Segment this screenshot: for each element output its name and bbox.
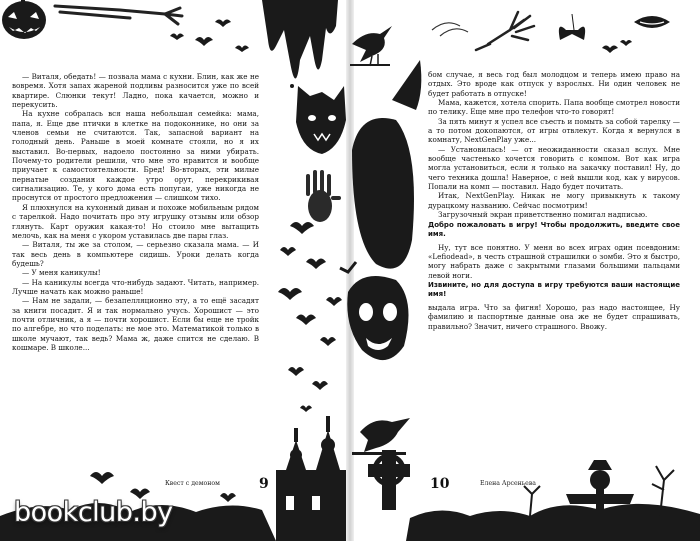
game-message-welcome: Добро пожаловать в игру! Чтобы продолжить, введите свое имя.: [428, 220, 680, 238]
left-paragraph-2: На кухне собралась вся наша небольшая семейка: мама, папа, я. Еще две птички в клетке на подоконнике, но они за членов семьи не считаются. Так, запасной вариант на голодный день. Раньше в моей комнате стояли, но я их выставил. Во-первых, надоело постоянно за ними убирать. Почему-то родители решили, что мне это нравится и вообще приучает к самостоятельности. Бред! Во-вторых, эти милые пернатые создания каждое утро орут, перекрикивая сигнализацию. Те, у кого дома есть попугаи, уже никогда не проснутся от простого предложения — слишком тихо.: [12, 109, 259, 203]
game-message-real-name: Извините, но для доступа в игру требуются ваши настоящие имя!: [428, 280, 680, 298]
left-paragraph-6: — На каникулы всегда что-нибудь задают. Читать, например. Лучше начать как можно раньше!: [12, 277, 259, 296]
right-paragraph-2: Мама, кажется, хотела спорить. Папа вообще смотрел новости по телику. Еще мне про телефон что-то говорят!: [428, 98, 680, 117]
lips-icon: [634, 16, 670, 28]
pumpkin-icon: [2, 0, 46, 39]
right-page-number: 10: [430, 476, 450, 492]
ghost-mask-icon: [340, 60, 421, 360]
bat-icons-top: [170, 20, 249, 53]
watermark-logo: bookclub.by: [14, 497, 173, 528]
right-paragraph-1: бом случае, я весь год был молодцом и теперь имею право на отдых. Это вроде как отпуск у взрослых. Ни один человек не будет работать в отпуске!: [428, 70, 680, 98]
right-paragraph-6: Загрузочный экран приветственно помигал надписью.: [438, 210, 648, 220]
crow-icon: [352, 418, 410, 455]
left-paragraph-5: — У меня каникулы!: [22, 268, 101, 278]
bat-icons-right: [602, 40, 632, 53]
left-page-number: 9: [259, 476, 269, 492]
left-paragraph-3: Я плюхнулся на кухонный диван и похоже мобильным рядом с тарелкой. Надо почитать про эту игрушку отзывы или обзор глянуть. Карт оружия какая-то! Но стоило мне вытащить мелочь, как на меня с укором уставилась две пары глаз.: [12, 202, 259, 240]
feather-icons: [432, 23, 468, 36]
skeleton-arm-icon: [55, 6, 182, 24]
right-paragraph-5: Итак, NextGenPlay. Никак не могу привыкнуть к такому дурацкому названию. Сейчас посмотрим!: [428, 191, 680, 210]
left-paragraph-7: — Нам не задали, — безапелляционно эту, а то ещё засадят за книги посадит. Я и так нормально учусь. Хорошист — это почти отличник, а я — почти хорошист. Если бы еще не тройк по алгебре, но что поделать: не мое это. Математикой только в школе мучают, так ведь? Мама ж, даже спится не сделаю. В кошмаре. В школе...: [12, 296, 259, 352]
right-paragraph-4: — Установилась! — от неожиданности сказал вслух. Мне вообще частенько хочется говорить с компом. Вот как игра могла установиться, если я только на закачку поставил! Ну, до чего техника дошла! Наверное, с ней вышли код, как у вирусов. Попали на комп — поставил. Надо будет почитать.: [428, 144, 680, 192]
right-paragraph-7: Ну, тут все понятно. У меня во всех играх один псевдоним: «Lefiodead», в честь страшной страшилки о зомби. Это я быстро, могу набрать даже с закрытыми глазами большими пальцами левой ноги.: [428, 242, 680, 280]
left-page-footer-title: Квест с демоном: [165, 480, 220, 487]
handprint-icon: [306, 170, 341, 222]
right-page-footer-author: Елена Арсеньева: [480, 480, 536, 487]
left-paragraph-4: — Виталя, ты же за столом, — серьезно сказала мама. — И так весь день в компьютере сидишь. Уроки делать когда будешь?: [12, 240, 259, 268]
right-paragraph-8: выдала игра. Что за фигня! Хорошо, раз надо настоящее, Ну фамилию и паспортные данные она же не будет спрашивать, правильно? Значит, ничего страшного. Ввожу.: [428, 302, 680, 331]
raven-icon: [350, 26, 392, 66]
right-paragraph-3: За пять минут я успел все съесть и помыть за собой тарелку — а то потом докопаются, от игры отвлекут. Когда я вернулся в комнату, NextGenPlay уже...: [428, 116, 680, 145]
cross-tombstone-icon: [368, 450, 410, 510]
bat-flock-icons: [278, 222, 342, 412]
moth-icon: [559, 14, 585, 40]
church-icon: [276, 416, 346, 541]
skeleton-hand-icon: [476, 12, 534, 50]
left-paragraph-1: — Виталя, обедать! — позвала мама с кухни. Блин, как же не вовремя. Хотя запах жареной подливы разносится уже по всей квартире. Слюнки текут! Ладно, пока качается, можно и перекусить.: [12, 72, 259, 110]
creature-head-icon: [296, 86, 346, 154]
